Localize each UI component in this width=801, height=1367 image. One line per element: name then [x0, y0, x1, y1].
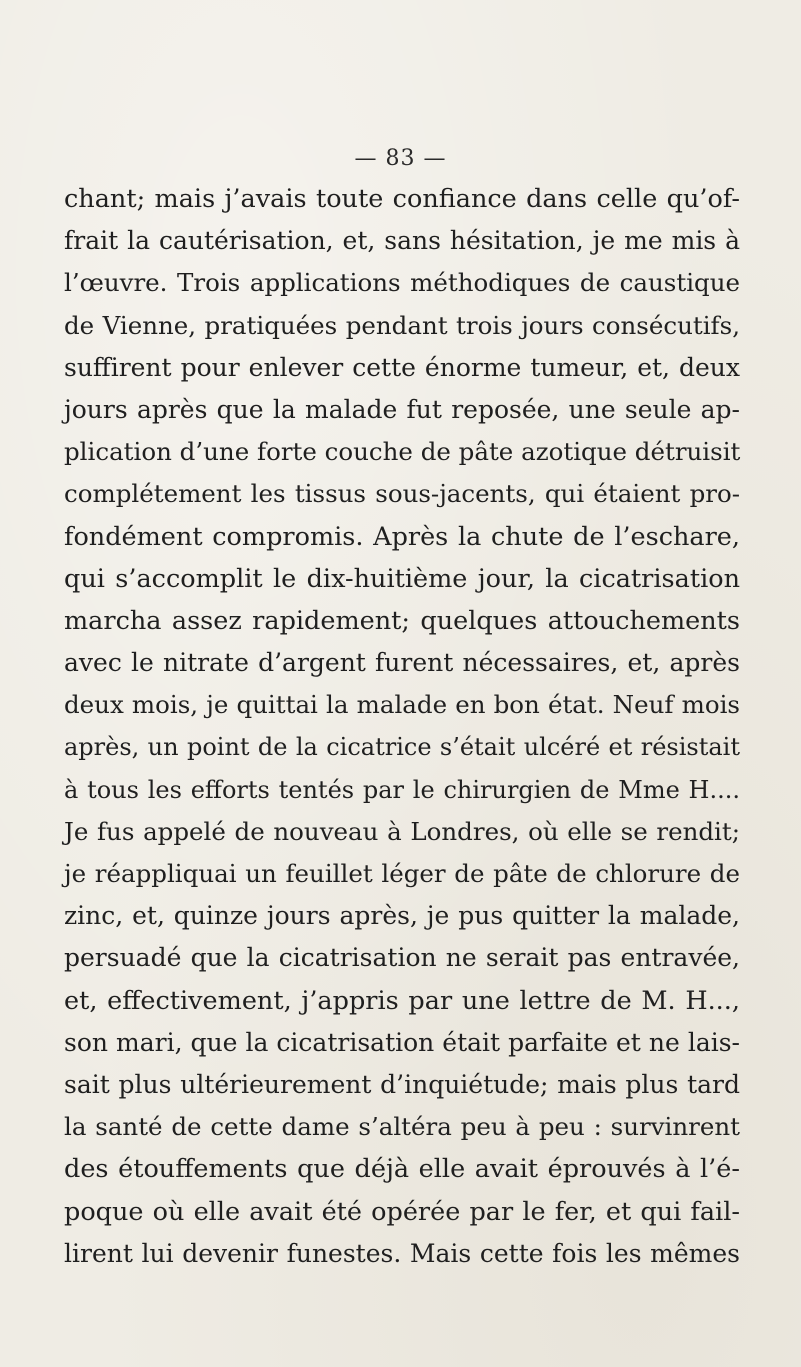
page-number: — 83 — [354, 146, 447, 171]
text-line: marcha assez rapidement; quelques attouchements [64, 605, 740, 636]
text-line: sait plus ultérieurement d’inquiétude; mais plus tard [64, 1069, 740, 1099]
text-line: lirent lui devenir funestes. Mais cette fois les mêmes [64, 1238, 740, 1268]
text-line: son mari, que la cicatrisation était parfaite et ne lais- [64, 1027, 740, 1057]
text-line: zinc, et, quinze jours après, je pus quitter la malade, [64, 901, 740, 931]
text-line: fondément compromis. Après la chute de l’eschare, [64, 521, 740, 552]
text-line: plication d’une forte couche de pâte azotique détruisit [64, 437, 741, 467]
text-line: après, un point de la cicatrice s’était ulcéré et résistait [64, 733, 740, 762]
text-line: avec le nitrate d’argent furent nécessaires, et, après [64, 648, 740, 678]
text-line: et, effectivement, j’appris par une lettre de M. H..., [64, 985, 740, 1016]
text-line: qui s’accomplit le dix-huitième jour, la cicatrisation [64, 563, 740, 594]
text-line: poque où elle avait été opérée par le fer, et qui fail- [64, 1196, 740, 1227]
text-line: des étouffements que déjà elle avait éprouvés à l’é- [64, 1154, 740, 1185]
text-line: complétement les tissus sous-jacents, qui étaient pro- [64, 479, 740, 509]
text-line: à tous les efforts tentés par le chirurgien de Mme H.... [64, 775, 740, 804]
text-line: suffirent pour enlever cette énorme tumeur, et, deux [64, 352, 740, 382]
text-line: l’œuvre. Trois applications méthodiques de caustique [64, 268, 740, 298]
text-line: je réappliquai un feuillet léger de pâte de chlorure de [64, 859, 740, 888]
text-line: de Vienne, pratiquées pendant trois jours consécutifs, [64, 310, 740, 340]
text-line: deux mois, je quittai la malade en bon état. Neuf mois [64, 690, 740, 720]
body-text [64, 178, 740, 1275]
text-line: la santé de cette dame s’altéra peu à peu : survinrent [64, 1112, 740, 1142]
text-line: persuadé que la cicatrisation ne serait pas entravée, [64, 943, 740, 973]
text-line: chant; mais j’avais toute confiance dans celle qu’of- [64, 184, 740, 214]
text-line: jours après que la malade fut reposée, une seule ap- [64, 394, 740, 424]
text-line: Je fus appelé de nouveau à Londres, où elle se rendit; [64, 816, 740, 846]
text-line: frait la cautérisation, et, sans hésitation, je me mis à [64, 226, 740, 256]
